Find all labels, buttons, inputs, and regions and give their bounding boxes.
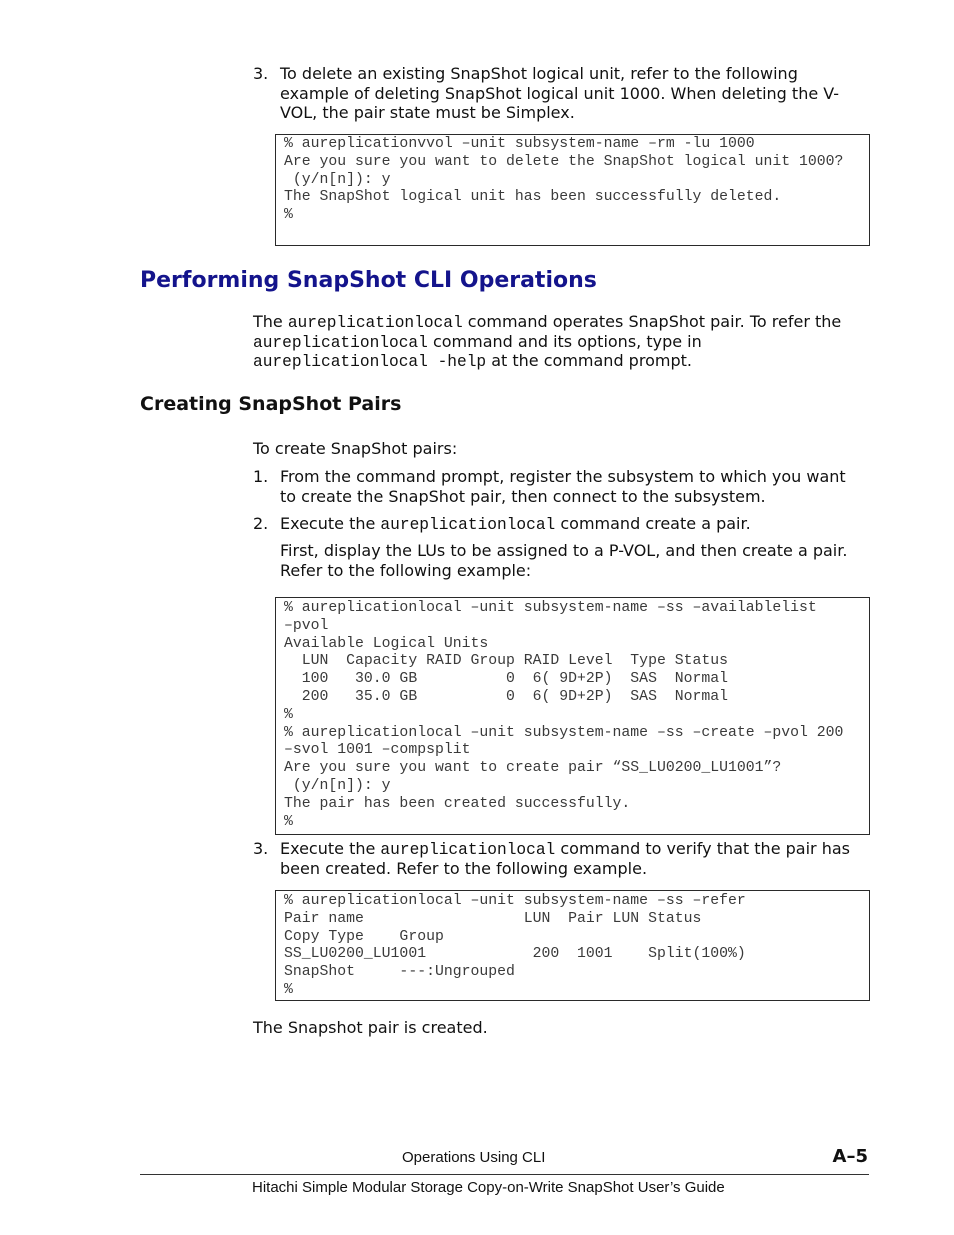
code-line: The SnapShot logical unit has been successfully deleted.: [284, 189, 782, 206]
code-line: % aureplicationlocal –unit subsystem-name –ss –availablelist: [284, 600, 817, 616]
intro-paragraph: [253, 312, 841, 371]
text-segment: Execute the: [280, 514, 381, 533]
step-text: [280, 467, 846, 506]
text-segment: at the command prompt.: [486, 351, 692, 370]
text-line: The Snapshot pair is created.: [253, 1018, 488, 1037]
code-line: 200 35.0 GB 0 6( 9D+2P) SAS Normal: [284, 688, 728, 705]
step-number: 1.: [253, 467, 269, 486]
step-number: 2.: [253, 514, 269, 533]
code-line: –svol 1001 –compsplit: [284, 742, 471, 759]
step-2-followup: [280, 541, 847, 580]
command-name: aureplicationlocal: [380, 841, 556, 859]
code-line: %: [284, 981, 293, 998]
code-block-create: [275, 597, 870, 835]
code-line: % aureplicationvvol –unit subsystem-name –rm -lu 1000: [284, 136, 755, 152]
command-name: aureplicationlocal: [253, 333, 428, 352]
code-line: %: [284, 813, 293, 830]
code-line: Copy Type Group: [284, 928, 444, 945]
subheading: Creating SnapShot Pairs: [140, 393, 402, 415]
code-line: % aureplicationlocal –unit subsystem-name –ss –create –pvol 200: [284, 724, 844, 741]
command-name: aureplicationlocal: [380, 516, 556, 534]
text-line: example of deleting SnapShot logical unit 1000. When deleting the V-: [280, 83, 840, 103]
step-number: 3.: [253, 839, 269, 858]
code-line: % aureplicationlocal –unit subsystem-name –ss –refer: [284, 893, 746, 909]
code-line: (y/n[n]): y: [284, 171, 391, 188]
result-text: [253, 1018, 488, 1038]
section-heading: Performing SnapShot CLI Operations: [140, 268, 597, 293]
code-line: Available Logical Units: [284, 635, 489, 652]
code-line: %: [284, 706, 293, 723]
text-line: First, display the LUs to be assigned to a P-VOL, and then create a pair.: [280, 541, 848, 560]
create-intro: [253, 439, 457, 459]
text-line: [280, 839, 850, 859]
text-line: To create SnapShot pairs:: [253, 439, 458, 458]
code-block-delete: [275, 134, 870, 246]
step-text: [280, 514, 751, 534]
code-line: Are you sure you want to create pair “SS_LU0200_LU1001”?: [284, 760, 782, 777]
code-line: Are you sure you want to delete the SnapShot logical unit 1000?: [284, 153, 844, 170]
code-line: –pvol: [284, 617, 329, 634]
code-line: Pair name LUN Pair LUN Status: [284, 910, 702, 927]
text-segment: command and its options, type in: [427, 331, 702, 351]
page-number: A–5: [832, 1146, 868, 1167]
text-line: [253, 332, 841, 352]
text-line: [253, 312, 841, 332]
text-segment: The: [253, 312, 288, 331]
step-text: [280, 64, 839, 123]
code-line: (y/n[n]): y: [284, 777, 391, 794]
code-line: LUN Capacity RAID Group RAID Level Type Status: [284, 653, 728, 670]
footer-book-title: Hitachi Simple Modular Storage Copy-on-Write SnapShot User’s Guide: [252, 1179, 725, 1196]
text-line: [280, 514, 751, 534]
text-segment: Execute the: [280, 839, 381, 858]
step-text: [280, 839, 850, 878]
code-line: SS_LU0200_LU1001 200 1001 Split(100%): [284, 946, 746, 963]
text-segment: command to verify that the pair has: [555, 839, 850, 858]
code-line: 100 30.0 GB 0 6( 9D+2P) SAS Normal: [284, 671, 728, 688]
text-line: [253, 351, 841, 371]
code-line: The pair has been created successfully.: [284, 795, 631, 812]
code-line: SnapShot ---:Ungrouped: [284, 964, 515, 981]
text-line: Refer to the following example:: [280, 560, 532, 580]
footer-rule: [140, 1174, 869, 1175]
text-segment: command create a pair.: [555, 514, 751, 533]
command-name: aureplicationlocal -help: [253, 353, 487, 371]
command-name: aureplicationlocal: [287, 314, 463, 332]
text-line: VOL, the pair state must be Simplex.: [280, 103, 575, 122]
text-line: To delete an existing SnapShot logical unit, refer to the following: [280, 64, 798, 83]
footer-chapter: Operations Using CLI: [402, 1149, 546, 1166]
step-number: 3.: [253, 64, 269, 83]
text-line: been created. Refer to the following example.: [280, 858, 648, 878]
code-block-refer: [275, 890, 870, 1001]
text-line: From the command prompt, register the subsystem to which you want: [280, 467, 846, 486]
code-line: %: [284, 207, 293, 224]
text-line: to create the SnapShot pair, then connect to the subsystem.: [280, 486, 766, 506]
text-segment: command operates SnapShot pair. To refer the: [462, 312, 842, 331]
